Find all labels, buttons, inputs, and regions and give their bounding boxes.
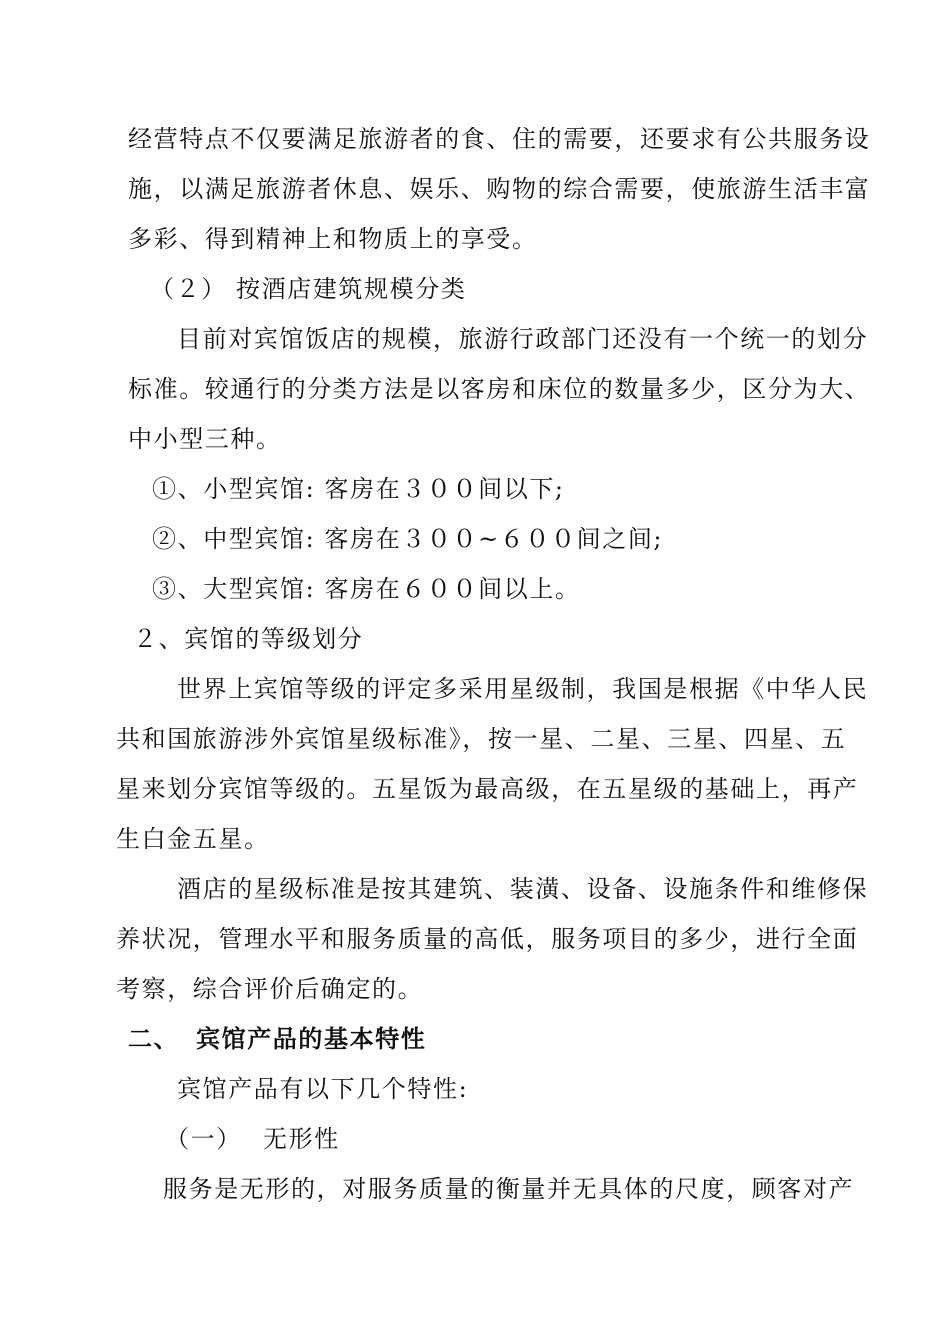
paragraph-line: 考察，综合评价后确定的。: [116, 975, 424, 1003]
paragraph-line: 养状况，管理水平和服务质量的高低，服务项目的多少，进行全面: [116, 925, 859, 953]
paragraph-line: 多彩、得到精神上和物质上的享受。: [128, 225, 538, 253]
paragraph-line: 星来划分宾馆等级的。五星饭为最高级，在五星级的基础上，再产: [116, 775, 859, 803]
subheading-scale-classification: （２） 按酒店建筑规模分类: [150, 275, 467, 303]
list-item: ③、大型宾馆: 客房在６００间以上。: [152, 575, 581, 603]
paragraph-line: 生白金五星。: [116, 825, 270, 853]
paragraph-line: 施，以满足旅游者休息、娱乐、购物的综合需要，使旅游生活丰富: [128, 175, 871, 203]
subsection-title: 无形性: [263, 1125, 340, 1153]
paragraph-line: 中小型三种。: [128, 425, 282, 453]
paragraph-line: 标准。较通行的分类方法是以客房和床位的数量多少，区分为大、: [128, 375, 871, 403]
section-number: 二、: [128, 1025, 180, 1053]
subheading-grade-classification: ２、宾馆的等级划分: [133, 625, 364, 653]
paragraph-line: 酒店的星级标准是按其建筑、装潢、设备、设施条件和维修保: [177, 875, 869, 903]
subsection-number: （一）: [165, 1125, 242, 1153]
list-item: ②、中型宾馆: 客房在３００~６００间之间;: [152, 525, 664, 553]
paragraph-line: 世界上宾馆等级的评定多采用星级制，我国是根据《中华人民: [177, 675, 869, 703]
paragraph-line: 经营特点不仅要满足旅游者的食、住的需要，还要求有公共服务设: [128, 125, 871, 153]
list-item: ①、小型宾馆: 客房在３００间以下;: [152, 475, 565, 503]
section-title: 宾馆产品的基本特性: [196, 1025, 427, 1053]
paragraph-line: 服务是无形的，对服务质量的衡量并无具体的尺度，顾客对产: [163, 1175, 855, 1203]
paragraph-line: 目前对宾馆饭店的规模，旅游行政部门还没有一个统一的划分: [177, 325, 869, 353]
paragraph-line: 宾馆产品有以下几个特性:: [177, 1075, 469, 1103]
paragraph-line: 共和国旅游涉外宾馆星级标准》，按一星、二星、三星、四星、五: [116, 725, 847, 753]
